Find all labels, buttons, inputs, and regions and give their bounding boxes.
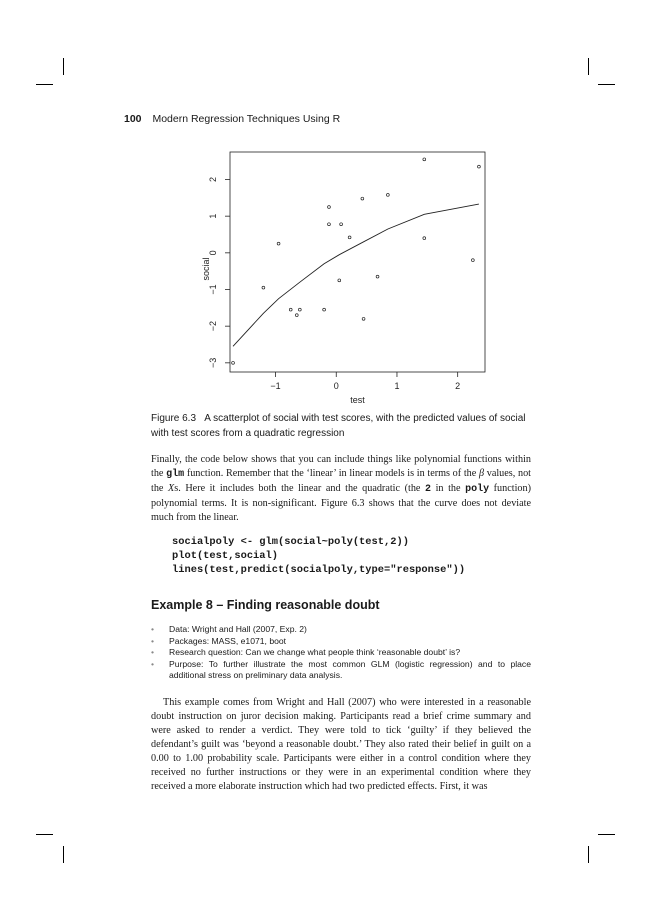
y-tick-label: 1	[208, 213, 218, 219]
y-tick-label: −2	[208, 321, 218, 332]
data-point	[340, 223, 343, 226]
x-tick-label: −1	[270, 381, 281, 391]
bullet-icon: •	[151, 647, 155, 657]
beta-symbol: β	[478, 468, 485, 479]
data-point	[328, 206, 331, 209]
data-point	[423, 158, 426, 161]
plot-frame	[230, 152, 485, 372]
x-tick-label: 1	[394, 381, 400, 391]
fitted-curve	[233, 204, 479, 346]
text-run: s. Here it includes both the linear and the quadratic (the	[174, 483, 425, 494]
body-paragraph-1	[151, 453, 531, 525]
figure-caption	[151, 411, 531, 441]
inline-code: 2	[425, 484, 432, 495]
data-point	[471, 259, 474, 262]
data-point	[362, 317, 365, 320]
crop-mark	[598, 834, 615, 835]
code-line: socialpoly <- glm(social~poly(test,2))	[172, 536, 409, 548]
text-run: Finally, the code below shows that you can include things like polynomial functions within the	[151, 454, 531, 479]
bullet-icon: •	[151, 658, 155, 669]
x-tick-label: 0	[333, 381, 339, 391]
body-paragraph-2: This example comes from Wright and Hall (2007) who were interested in a reasonable doubt instruction on juror decision making. Participants read a brief crime summary and were asked to render a verdict. They were told to tick ‘guilty’ if they believed the defendant’s guilt was ‘beyond a reasonable doubt.’ They also rated their belief in guilt on a 0.00 to 1.00 probability scale. Participants were either in a control condition where they received no further instructions or they were in an experimental condition where they received a more elaborate instruction which had two predicted effects. First, it was	[151, 697, 531, 792]
data-point	[262, 286, 265, 289]
x-tick-label: 2	[455, 381, 461, 391]
figure-caption-text: A scatterplot of social with test scores, with the predicted values of social with test scores from a quadratic regression	[151, 413, 526, 439]
list-item-text: Purpose: To further illustrate the most common GLM (logistic regression) and to place additional stress on preliminary data analysis.	[169, 658, 531, 680]
text-run: in the	[431, 483, 466, 494]
data-point	[277, 242, 280, 245]
running-header	[124, 113, 340, 125]
text-run: values, not the	[151, 468, 531, 494]
list-item	[151, 636, 531, 648]
y-tick-label: 0	[208, 250, 218, 256]
crop-mark	[598, 84, 615, 85]
figure-label: Figure 6.3	[151, 413, 197, 424]
data-point	[232, 361, 235, 364]
scatterplot-figure	[190, 142, 490, 407]
section-heading: Example 8 – Finding reasonable doubt	[151, 598, 380, 612]
inline-code: glm	[166, 469, 185, 480]
running-title: Modern Regression Techniques Using R	[152, 113, 341, 125]
list-item-text: Data: Wright and Hall (2007, Exp. 2)	[169, 624, 307, 634]
list-item	[151, 647, 531, 659]
list-item	[151, 624, 531, 636]
data-point	[423, 237, 426, 240]
y-tick-label: 2	[208, 176, 218, 183]
code-line: lines(test,predict(socialpoly,type="response"))	[172, 564, 466, 576]
crop-mark	[588, 846, 589, 863]
inline-code: poly	[465, 484, 490, 495]
x-symbol: X	[168, 483, 175, 494]
data-point	[323, 308, 326, 311]
bullet-list	[151, 624, 531, 682]
code-line: plot(test,social)	[172, 550, 279, 562]
bullet-icon: •	[151, 624, 155, 634]
data-point	[328, 223, 331, 226]
crop-mark	[36, 84, 53, 85]
list-item-text: Packages: MASS, e1071, boot	[169, 635, 287, 646]
y-axis-label: social	[201, 257, 211, 281]
list-item	[151, 659, 531, 682]
data-point	[338, 279, 341, 282]
text-run: function) polynomial terms. It is non-significant. Figure 6.3 shows that the curve does not deviate much from the linear.	[151, 483, 531, 523]
data-point	[361, 197, 364, 200]
data-point	[348, 236, 351, 239]
crop-mark	[36, 834, 53, 835]
data-point	[298, 308, 301, 311]
data-point	[376, 275, 379, 278]
x-axis-label: test	[350, 395, 365, 405]
data-point	[289, 308, 292, 311]
code-block	[172, 535, 465, 577]
page-number: 100	[124, 113, 142, 125]
data-point	[386, 194, 389, 197]
text-run: function. Remember that the ‘linear’ in linear models is in terms of the	[184, 468, 479, 479]
y-tick-label: −3	[208, 357, 218, 368]
bullet-icon: •	[151, 635, 155, 646]
crop-mark	[63, 58, 64, 75]
data-point	[478, 165, 481, 168]
crop-mark	[63, 846, 64, 863]
data-point	[295, 314, 298, 317]
list-item-text: Research question: Can we change what people think ‘reasonable doubt’ is?	[169, 647, 461, 657]
crop-mark	[588, 58, 589, 75]
y-tick-label: −1	[208, 284, 218, 295]
